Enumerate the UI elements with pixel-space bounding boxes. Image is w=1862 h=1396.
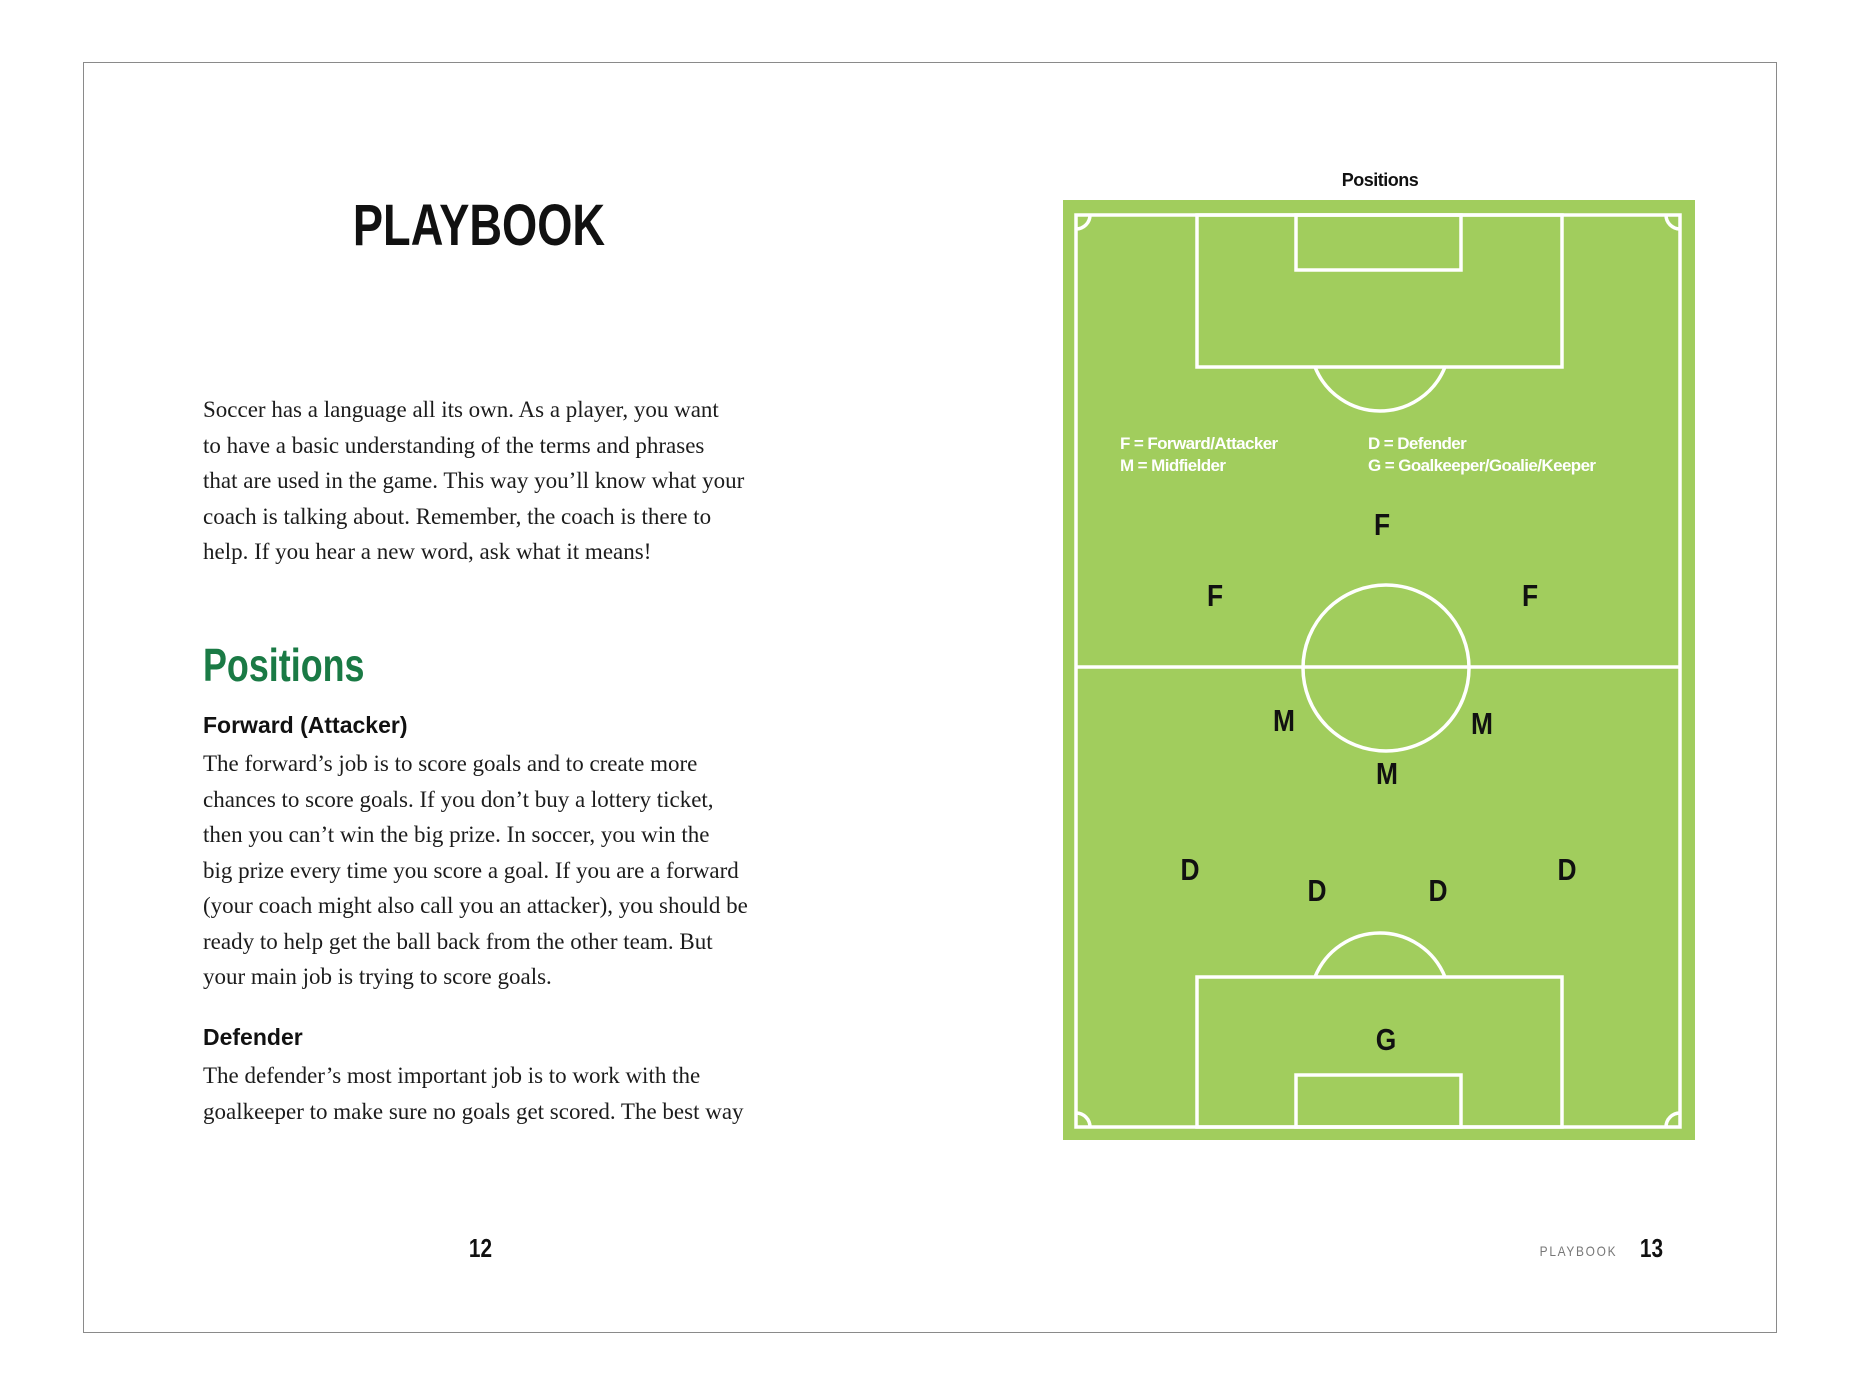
player-defender-center-left: D (1307, 873, 1327, 908)
body-line: The forward’s job is to score goals and to create more (203, 751, 698, 776)
body-line: (your coach might also call you an attacker), you should be (203, 893, 748, 918)
subheading-forward: Forward (Attacker) (203, 712, 408, 738)
body-line: chances to score goals. If you don’t buy a lottery ticket, (203, 786, 714, 812)
player-forward-center: F (1373, 507, 1391, 542)
legend-item-defender: D = Defender (1368, 434, 1467, 453)
legend-item-midfielder: M = Midfielder (1120, 456, 1226, 475)
running-head: PLAYBOOK (1539, 1243, 1617, 1259)
figure-caption: Positions (1341, 170, 1419, 190)
section-heading: Positions (203, 639, 365, 691)
intro-line: to have a basic understanding of the terms and phrases (203, 432, 705, 458)
player-defender-center-right: D (1428, 873, 1448, 908)
legend-right (1368, 433, 1595, 477)
intro-line: that are used in the game. This way you’ll know what your (203, 468, 745, 493)
legend-item-goalkeeper: G = Goalkeeper/Goalie/Keeper (1368, 456, 1596, 475)
legend-left (1120, 433, 1278, 477)
soccer-field-diagram (1063, 200, 1695, 1140)
legend-item-forward: F = Forward/Attacker (1120, 434, 1278, 453)
body-line: then you can’t win the big prize. In soccer, you win the (203, 822, 710, 847)
page-number-left: 12 (468, 1233, 493, 1263)
player-midfielder-right: M (1471, 706, 1493, 741)
intro-line: coach is talking about. Remember, the coach is there to (203, 503, 712, 529)
intro-line: help. If you hear a new word, ask what it means! (203, 539, 652, 564)
player-forward-right: F (1521, 578, 1539, 613)
forward-paragraph (203, 746, 763, 995)
player-forward-left: F (1206, 578, 1224, 613)
field-markings (1063, 200, 1695, 1140)
subheading-defender: Defender (203, 1024, 303, 1050)
player-defender-left: D (1180, 852, 1200, 887)
body-line: goalkeeper to make sure no goals get scored. The best way (203, 1098, 744, 1124)
player-goalkeeper: G (1375, 1022, 1397, 1057)
player-defender-right: D (1557, 852, 1577, 887)
body-line: ready to help get the ball back from the other team. But (203, 928, 713, 954)
chapter-title: PLAYBOOK (352, 193, 606, 258)
player-midfielder-center: M (1376, 756, 1398, 791)
body-line: The defender’s most important job is to work with the (203, 1063, 701, 1088)
defender-paragraph (203, 1058, 763, 1129)
page-number-right: 13 (1639, 1233, 1664, 1263)
body-line: your main job is trying to score goals. (203, 964, 552, 989)
intro-line: Soccer has a language all its own. As a player, you want (203, 397, 719, 422)
body-line: big prize every time you score a goal. If you are a forward (203, 857, 739, 883)
player-midfielder-left: M (1273, 703, 1295, 738)
intro-paragraph (203, 392, 763, 570)
